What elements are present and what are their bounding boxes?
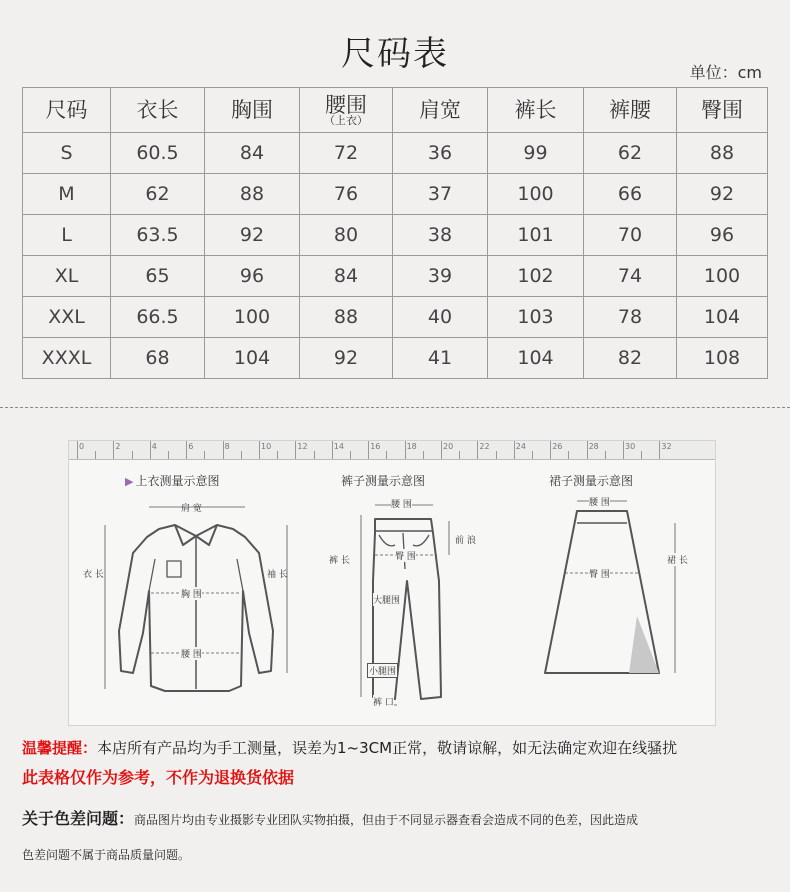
tip-warning: 此表格仅作为参考，不作为退换货依据 [22, 768, 295, 787]
ruler-number: 32 [661, 442, 672, 451]
label-top-waist: 腰 围 [181, 647, 202, 660]
triangle-arrow-icon: ▶ [125, 475, 134, 488]
section-divider [0, 407, 790, 408]
cell-chest: 92 [205, 215, 300, 256]
cell-hip: 88 [677, 133, 768, 174]
cell-waist-top: 84 [300, 256, 393, 297]
cell-hip: 104 [677, 297, 768, 338]
cell-hip: 96 [677, 215, 768, 256]
cell-shoulder: 36 [393, 133, 488, 174]
ruler-number: 26 [552, 442, 563, 451]
header-hip: 臀围 [677, 88, 768, 133]
table-row [23, 338, 768, 379]
label-skirt-waist: 腰 围 [589, 495, 610, 508]
cell-waist-top: 76 [300, 174, 393, 215]
header-pants-length: 裤长 [488, 88, 584, 133]
top-caption: ▶ 上衣测量示意图 [125, 474, 220, 488]
label-rise: 前 浪 [455, 536, 476, 546]
cell-pants-waist: 62 [584, 133, 677, 174]
cell-waist-top: 80 [300, 215, 393, 256]
ruler-number: 18 [406, 442, 417, 451]
cell-chest: 84 [205, 133, 300, 174]
cell-chest: 100 [205, 297, 300, 338]
cell-size: L [23, 215, 111, 256]
header-waist-top: 腰围 （上衣） [300, 88, 393, 133]
cell-length: 63.5 [111, 215, 205, 256]
cell-shoulder: 37 [393, 174, 488, 215]
cell-length: 65 [111, 256, 205, 297]
label-chest: 胸 围 [181, 587, 202, 600]
label-hem: 裤 口 [373, 695, 394, 708]
cell-shoulder: 38 [393, 215, 488, 256]
label-skirt-hip: 臀 围 [589, 567, 610, 580]
tip-text: 本店所有产品均为手工测量，误差为1~3CM正常，敬请谅解，如无法确定欢迎在线骚扰 [97, 739, 678, 757]
label-pants-length: 裤 长 [329, 556, 350, 566]
shirt-pocket [167, 561, 181, 577]
label-shoulder: 肩 宽 [181, 504, 202, 514]
ruler-number: 28 [588, 442, 599, 451]
cell-pants-waist: 74 [584, 256, 677, 297]
cell-chest: 96 [205, 256, 300, 297]
cell-pants-length: 101 [488, 215, 584, 256]
ruler-number: 22 [479, 442, 490, 451]
cell-pants-waist: 66 [584, 174, 677, 215]
ruler-number: 20 [443, 442, 454, 451]
label-pants-waist: 腰 围 [391, 497, 412, 510]
cell-size: S [23, 133, 111, 174]
pants-pocket-left [379, 535, 395, 546]
unit-label: 单位：cm [689, 63, 762, 82]
ruler-number: 4 [151, 442, 157, 451]
ruler-number: 16 [370, 442, 381, 451]
table-row [23, 297, 768, 338]
cell-length: 68 [111, 338, 205, 379]
skirt-caption: 裙子测量示意图 [549, 474, 634, 488]
header-pants-waist: 裤腰 [584, 88, 677, 133]
cell-pants-length: 103 [488, 297, 584, 338]
table-header-row [23, 88, 768, 133]
table-row [23, 174, 768, 215]
size-table [22, 87, 768, 379]
cell-length: 66.5 [111, 297, 205, 338]
shirt-sleeve-seam-left [149, 559, 155, 591]
color-diff-line [22, 806, 638, 829]
header-chest: 胸围 [205, 88, 300, 133]
garment-drawings [69, 441, 715, 725]
cell-pants-length: 99 [488, 133, 584, 174]
cell-length: 62 [111, 174, 205, 215]
ruler-number: 12 [297, 442, 308, 451]
cell-shoulder: 40 [393, 297, 488, 338]
cell-pants-length: 104 [488, 338, 584, 379]
label-pants-hip: 臀 围 [395, 549, 416, 562]
cell-hip: 100 [677, 256, 768, 297]
ruler-number: 8 [224, 442, 230, 451]
cell-pants-waist: 78 [584, 297, 677, 338]
pants-caption: 裤子测量示意图 [341, 474, 426, 488]
color-diff-text: 商品图片均由专业摄影专业团队实物拍摄，但由于不同显示器查看会造成不同的色差，因此造成 [134, 813, 639, 827]
ruler-number: 6 [188, 442, 194, 451]
cell-pants-length: 100 [488, 174, 584, 215]
header-size: 尺码 [23, 88, 111, 133]
cell-size: XL [23, 256, 111, 297]
cell-size: XXL [23, 297, 111, 338]
page-title: 尺码表 [341, 34, 449, 74]
cell-pants-waist: 82 [584, 338, 677, 379]
label-top-length: 衣 长 [83, 570, 104, 580]
tip-heading: 温馨提醒： [22, 739, 98, 757]
color-diff-text-2: 色差问题不属于商品质量问题。 [22, 848, 191, 862]
cell-shoulder: 39 [393, 256, 488, 297]
ruler-number: 30 [625, 442, 636, 451]
cell-pants-length: 102 [488, 256, 584, 297]
cell-chest: 88 [205, 174, 300, 215]
shirt-sleeve-seam-right [237, 559, 243, 591]
cell-length: 60.5 [111, 133, 205, 174]
ruler-number: 2 [115, 442, 121, 451]
pants-pocket-right [413, 535, 429, 546]
ruler-number: 24 [515, 442, 526, 451]
label-thigh: 大腿围 [373, 593, 400, 606]
cell-waist-top: 92 [300, 338, 393, 379]
table-row [23, 215, 768, 256]
color-diff-heading: 关于色差问题： [22, 809, 135, 828]
table-row [23, 256, 768, 297]
label-sleeve: 袖 长 [267, 570, 288, 580]
cell-hip: 92 [677, 174, 768, 215]
measurement-diagram [68, 440, 716, 726]
header-shoulder: 肩宽 [393, 88, 488, 133]
tip-line [22, 737, 677, 758]
label-skirt-length: 裙 长 [667, 553, 688, 566]
cell-size: XXXL [23, 338, 111, 379]
table-row [23, 133, 768, 174]
label-calf: 小腿围 [367, 663, 398, 678]
cell-chest: 104 [205, 338, 300, 379]
ruler-number: 14 [333, 442, 344, 451]
header-length: 衣长 [111, 88, 205, 133]
table-body [23, 133, 768, 379]
cell-waist-top: 88 [300, 297, 393, 338]
ruler-number: 10 [261, 442, 272, 451]
cell-pants-waist: 70 [584, 215, 677, 256]
skirt-slit-shade [629, 616, 659, 673]
cell-size: M [23, 174, 111, 215]
cell-shoulder: 41 [393, 338, 488, 379]
cell-waist-top: 72 [300, 133, 393, 174]
cell-hip: 108 [677, 338, 768, 379]
ruler-number: 0 [79, 442, 85, 451]
